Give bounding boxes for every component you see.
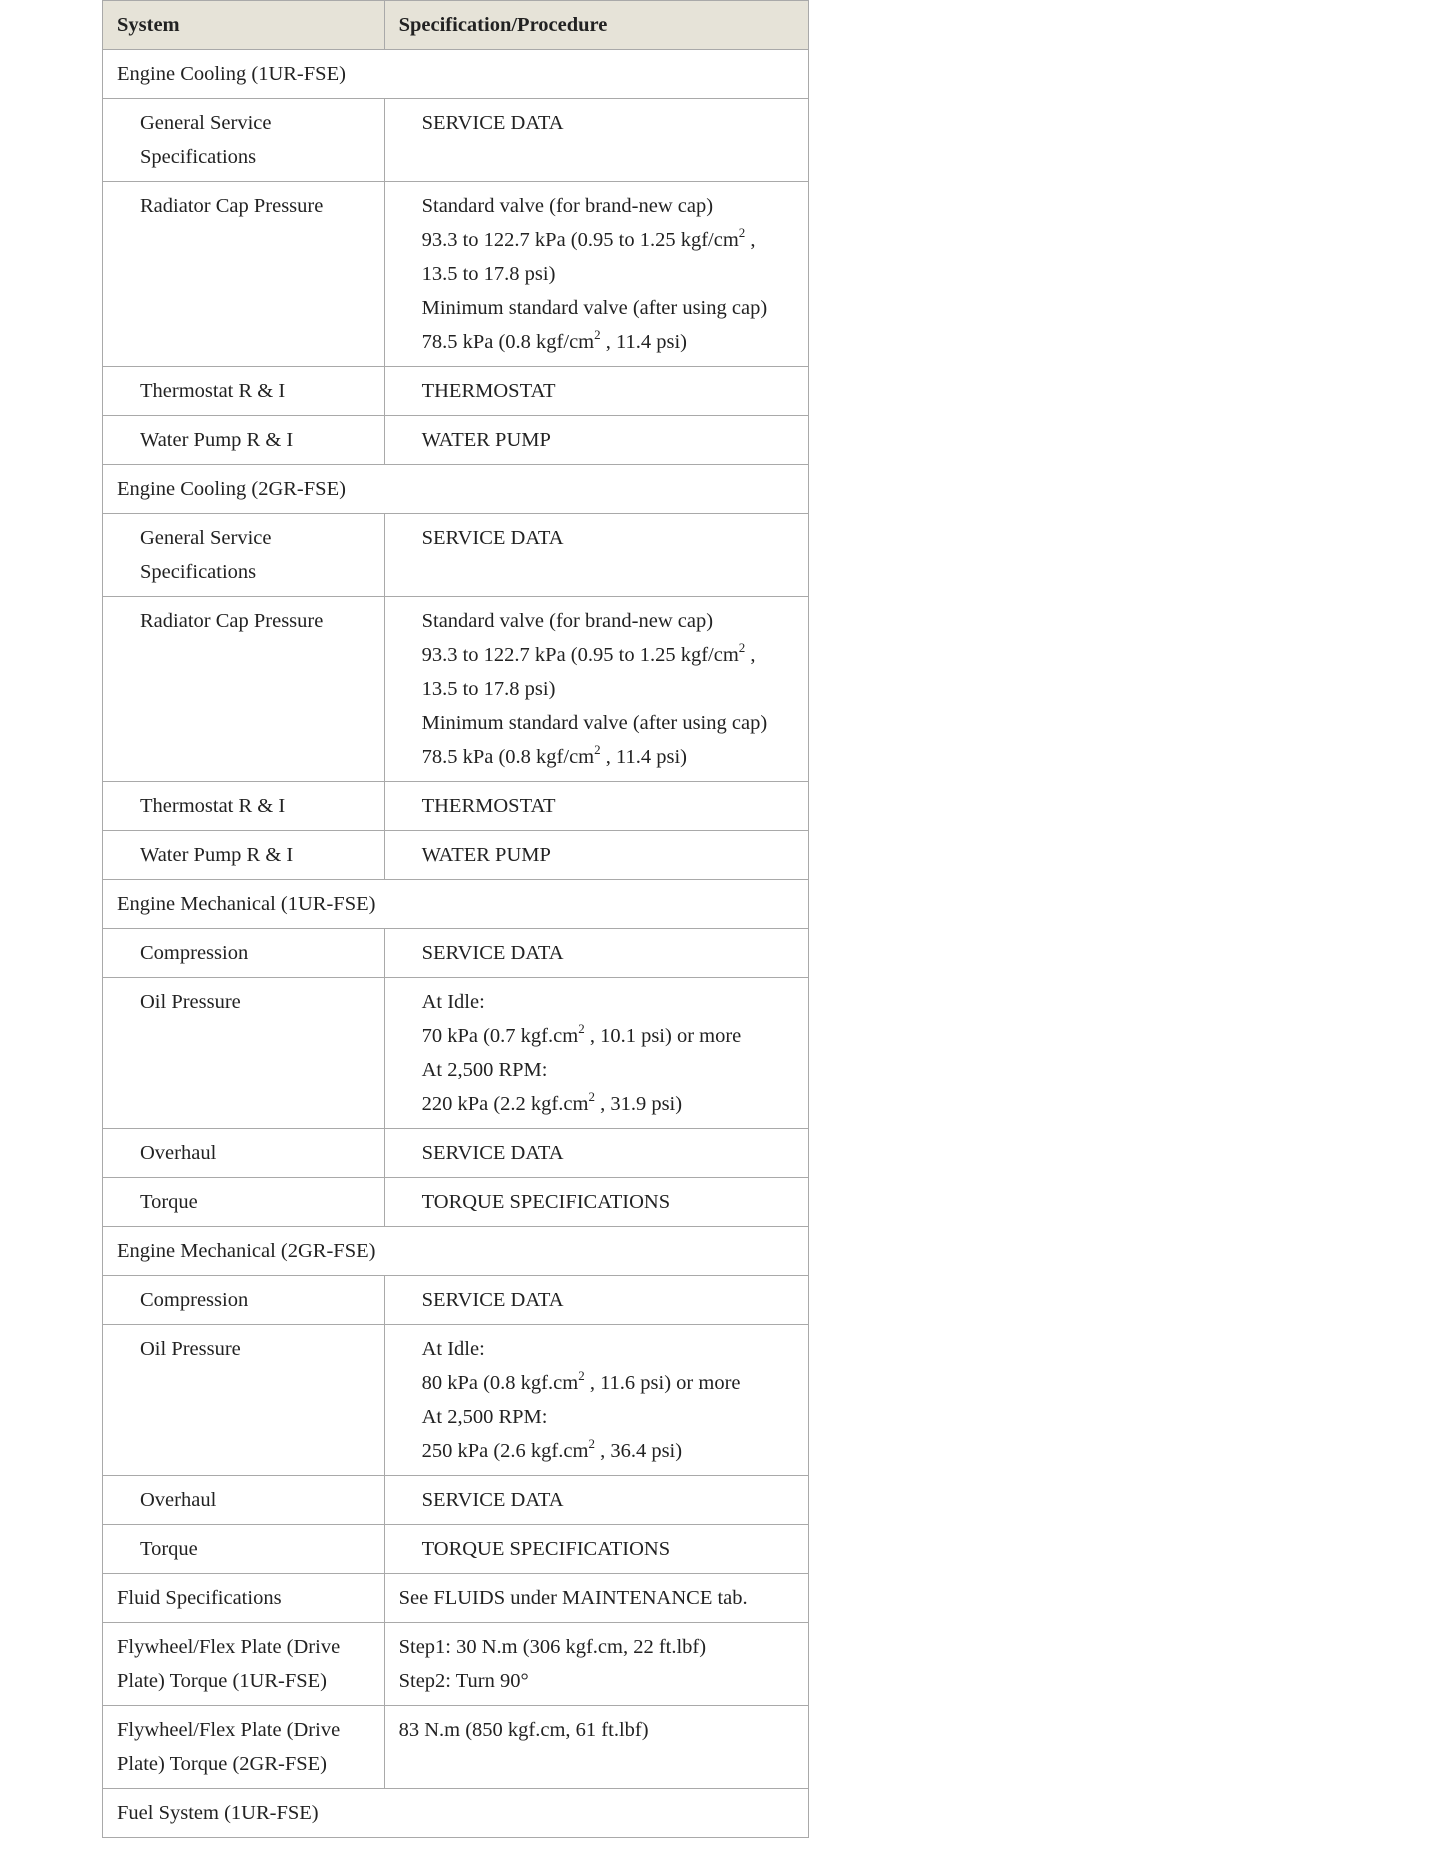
table-row [103, 978, 809, 1129]
spec-line [422, 706, 798, 740]
specification-cell [384, 1129, 808, 1178]
spec-text-after: , [745, 644, 756, 666]
specification-cell [384, 929, 808, 978]
unit-superscript: 2 [588, 1089, 595, 1104]
spec-text: 220 kPa (2.2 kgf.cm [421, 1093, 589, 1115]
spec-text: At 2,500 RPM: [421, 1406, 548, 1428]
specification-cell [384, 367, 808, 416]
spec-text: Standard valve (for brand-new cap) [421, 610, 714, 632]
header-specification: Specification/Procedure [384, 1, 808, 50]
spec-text-after: , 11.6 psi) or more [584, 1372, 741, 1394]
spec-line [422, 1483, 798, 1517]
spec-text: 13.5 to 17.8 psi) [421, 678, 556, 700]
spec-line [422, 374, 798, 408]
spec-line [422, 1332, 798, 1366]
spec-text: SERVICE DATA [421, 1289, 564, 1311]
spec-line [422, 223, 798, 257]
specification-cell [384, 416, 808, 465]
specification-cell [384, 1623, 808, 1706]
spec-text: Minimum standard valve (after using cap) [421, 297, 768, 319]
specification-cell [384, 1476, 808, 1525]
specification-cell [384, 1276, 808, 1325]
specification-cell [384, 978, 808, 1129]
group-label: Fuel System (1UR-FSE) [103, 1789, 809, 1838]
specification-cell [384, 597, 808, 782]
spec-text: 70 kPa (0.7 kgf.cm [421, 1025, 579, 1047]
table-group-row [103, 1227, 809, 1276]
specification-table [102, 0, 809, 1838]
spec-text: TORQUE SPECIFICATIONS [421, 1191, 671, 1213]
spec-text: Step1: 30 N.m (306 kgf.cm, 22 ft.lbf) [398, 1636, 707, 1658]
spec-line [422, 1136, 798, 1170]
spec-text: At Idle: [421, 1338, 485, 1360]
spec-text: 93.3 to 122.7 kPa (0.95 to 1.25 kgf/cm [421, 229, 739, 251]
system-cell: General Service Specifications [103, 99, 385, 182]
spec-line [399, 1713, 798, 1747]
spec-line [422, 291, 798, 325]
spec-line [422, 985, 798, 1019]
spec-text: At 2,500 RPM: [421, 1059, 548, 1081]
spec-line [422, 1087, 798, 1121]
spec-text: 80 kPa (0.8 kgf.cm [421, 1372, 579, 1394]
table-header-row [103, 1, 809, 50]
spec-text: 250 kPa (2.6 kgf.cm [421, 1440, 589, 1462]
spec-text: 83 N.m (850 kgf.cm, 61 ft.lbf) [398, 1719, 649, 1741]
system-cell: Thermostat R & I [103, 367, 385, 416]
table-row [103, 1525, 809, 1574]
spec-line [422, 257, 798, 291]
unit-superscript: 2 [588, 1436, 595, 1451]
table-row [103, 1476, 809, 1525]
table-row [103, 1325, 809, 1476]
spec-line [422, 604, 798, 638]
system-cell: Compression [103, 1276, 385, 1325]
spec-line [422, 789, 798, 823]
spec-line [422, 106, 798, 140]
spec-line [422, 1532, 798, 1566]
spec-line [422, 740, 798, 774]
system-cell: Oil Pressure [103, 1325, 385, 1476]
table-row [103, 1706, 809, 1789]
unit-superscript: 2 [738, 225, 746, 240]
spec-text: 78.5 kPa (0.8 kgf/cm [421, 331, 595, 353]
spec-text: At Idle: [421, 991, 485, 1013]
table-group-row [103, 880, 809, 929]
table-row [103, 367, 809, 416]
system-cell: Radiator Cap Pressure [103, 182, 385, 367]
table-row [103, 1574, 809, 1623]
system-cell: Compression [103, 929, 385, 978]
system-cell: Overhaul [103, 1129, 385, 1178]
spec-line [399, 1664, 798, 1698]
spec-line [422, 521, 798, 555]
system-cell: Overhaul [103, 1476, 385, 1525]
spec-line [422, 325, 798, 359]
table-row [103, 416, 809, 465]
spec-line [422, 1434, 798, 1468]
spec-text: WATER PUMP [421, 844, 551, 866]
spec-line [422, 423, 798, 457]
unit-superscript: 2 [578, 1368, 585, 1383]
table-row [103, 831, 809, 880]
spec-line [399, 1581, 798, 1615]
unit-superscript: 2 [594, 327, 601, 342]
spec-line [422, 638, 798, 672]
specification-cell [384, 1706, 808, 1789]
table-group-row [103, 1789, 809, 1838]
system-cell: Water Pump R & I [103, 831, 385, 880]
spec-text: Standard valve (for brand-new cap) [421, 195, 714, 217]
group-label: Engine Cooling (2GR-FSE) [103, 465, 809, 514]
system-cell: Thermostat R & I [103, 782, 385, 831]
spec-line [422, 1283, 798, 1317]
spec-line [422, 1400, 798, 1434]
system-cell: Flywheel/Flex Plate (Drive Plate) Torque (1UR-FSE) [103, 1623, 385, 1706]
spec-text: See FLUIDS under MAINTENANCE tab. [398, 1587, 748, 1609]
system-cell: Flywheel/Flex Plate (Drive Plate) Torque (2GR-FSE) [103, 1706, 385, 1789]
system-cell: Torque [103, 1525, 385, 1574]
table-row [103, 182, 809, 367]
header-system: System [103, 1, 385, 50]
spec-line [422, 1366, 798, 1400]
table-row [103, 514, 809, 597]
spec-text: THERMOSTAT [421, 380, 556, 402]
system-cell: Water Pump R & I [103, 416, 385, 465]
spec-text-after: , 36.4 psi) [594, 1440, 683, 1462]
group-label: Engine Mechanical (1UR-FSE) [103, 880, 809, 929]
table-row [103, 1129, 809, 1178]
spec-text: 93.3 to 122.7 kPa (0.95 to 1.25 kgf/cm [421, 644, 739, 666]
specification-cell [384, 99, 808, 182]
specification-cell [384, 1178, 808, 1227]
spec-text-after: , 11.4 psi) [600, 746, 688, 768]
spec-text: SERVICE DATA [421, 1489, 564, 1511]
spec-line [422, 1053, 798, 1087]
specification-cell [384, 1325, 808, 1476]
spec-text: Step2: Turn 90° [398, 1670, 529, 1692]
table-row [103, 597, 809, 782]
spec-line [422, 1185, 798, 1219]
spec-text-after: , [745, 229, 756, 251]
specification-cell [384, 1525, 808, 1574]
spec-text: 13.5 to 17.8 psi) [421, 263, 556, 285]
spec-text: SERVICE DATA [421, 1142, 564, 1164]
system-cell: Torque [103, 1178, 385, 1227]
specification-cell [384, 831, 808, 880]
spec-text: 78.5 kPa (0.8 kgf/cm [421, 746, 595, 768]
table-row [103, 1276, 809, 1325]
specification-cell [384, 514, 808, 597]
system-cell: General Service Specifications [103, 514, 385, 597]
spec-line [422, 189, 798, 223]
system-cell: Fluid Specifications [103, 1574, 385, 1623]
table-group-row [103, 465, 809, 514]
table-row [103, 1178, 809, 1227]
spec-text: SERVICE DATA [421, 112, 564, 134]
specification-cell [384, 182, 808, 367]
spec-text: THERMOSTAT [421, 795, 556, 817]
table-row [103, 1623, 809, 1706]
table-body [103, 50, 809, 1838]
group-label: Engine Mechanical (2GR-FSE) [103, 1227, 809, 1276]
system-cell: Oil Pressure [103, 978, 385, 1129]
spec-line [422, 672, 798, 706]
spec-line [422, 838, 798, 872]
table-group-row [103, 50, 809, 99]
spec-text: SERVICE DATA [421, 527, 564, 549]
specification-cell [384, 782, 808, 831]
spec-text: WATER PUMP [421, 429, 551, 451]
spec-text-after: , 10.1 psi) or more [584, 1025, 742, 1047]
table-row [103, 99, 809, 182]
spec-text-after: , 11.4 psi) [600, 331, 688, 353]
spec-line [422, 1019, 798, 1053]
group-label: Engine Cooling (1UR-FSE) [103, 50, 809, 99]
unit-superscript: 2 [594, 742, 601, 757]
table-row [103, 782, 809, 831]
spec-text: SERVICE DATA [421, 942, 564, 964]
unit-superscript: 2 [578, 1021, 585, 1036]
table-row [103, 929, 809, 978]
system-cell: Radiator Cap Pressure [103, 597, 385, 782]
spec-text-after: , 31.9 psi) [594, 1093, 683, 1115]
spec-line [422, 936, 798, 970]
spec-text: TORQUE SPECIFICATIONS [421, 1538, 671, 1560]
unit-superscript: 2 [738, 640, 746, 655]
specification-cell [384, 1574, 808, 1623]
spec-text: Minimum standard valve (after using cap) [421, 712, 768, 734]
spec-line [399, 1630, 798, 1664]
